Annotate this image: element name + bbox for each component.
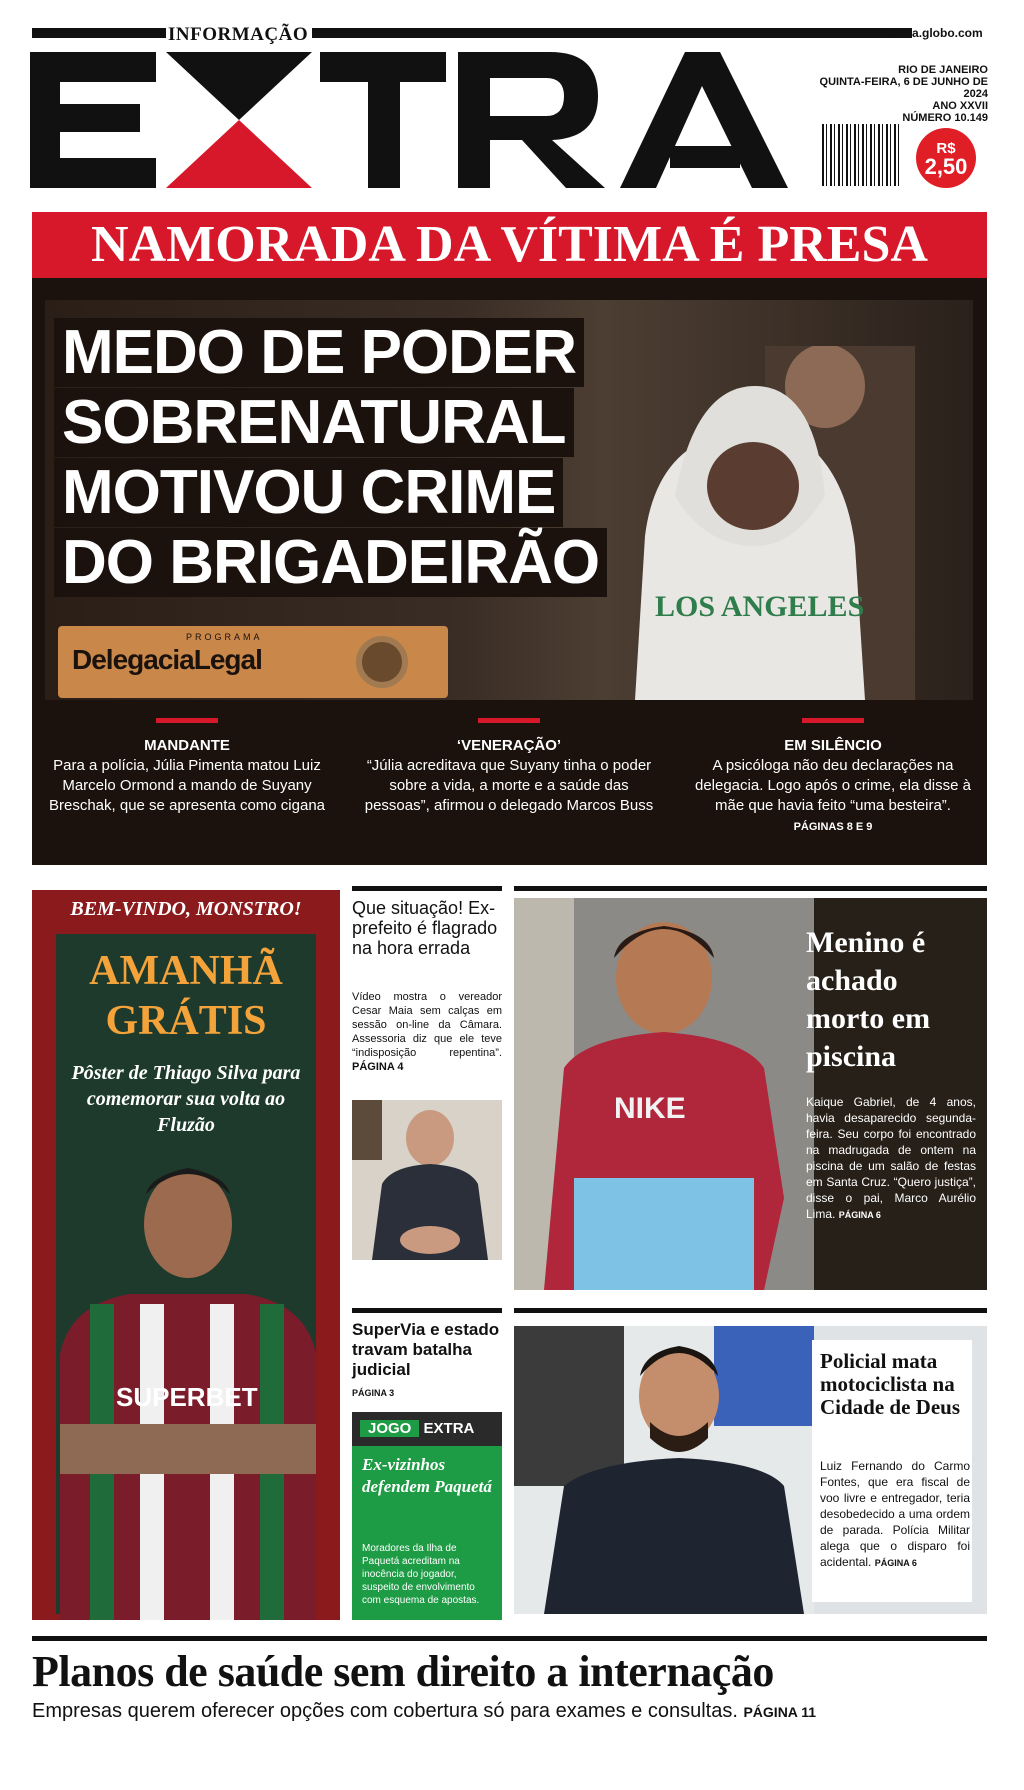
paqueta-headline: Ex-vizinhos defendem Paquetá (362, 1455, 492, 1496)
thiago-silva-image (50, 1154, 326, 1620)
svg-text:LOS ANGELES: LOS ANGELES (655, 590, 865, 623)
lead-headline[interactable]: MEDO DE PODER SOBRENATURAL MOTIVOU CRIME DO BRIGADEIRÃO (54, 318, 654, 598)
cesar-maia-text: Vídeo mostra o vereador Cesar Maia sem calças em sessão on-line da Câmara. Assessoria diz que ele teve “indisposição repentina”. PÁGINA 4 (352, 991, 502, 1073)
motociclista-image (514, 1326, 814, 1614)
jogo-extra-tag: JOGO EXTRA (352, 1412, 502, 1446)
svg-text:SUPERBET: SUPERBET (116, 1382, 258, 1412)
lead-column-mandante[interactable]: MANDANTE Para a polícia, Júlia Pimenta matou Luiz Marcelo Ormond a mando de Suyany Breschak, que se apresenta como cigana (42, 718, 332, 816)
promo-headline: AMANHÃ GRÁTIS (89, 948, 283, 1044)
paqueta-text: Moradores da Ilha de Paquetá acreditam na inocência do jogador, suspeito de envolvimento com esquema de apostas. (362, 1543, 480, 1606)
lead-column-silencio[interactable]: EM SILÊNCIO A psicóloga não deu declarações na delegacia. Logo após o crime, ela disse à mãe que havia feito “uma besteira”. PÁGINAS 8 E 9 (688, 718, 978, 837)
dateline: RIO DE JANEIRO QUINTA-FEIRA, 6 DE JUNHO DE 2024 ANO XXVII NÚMERO 10.149 (819, 64, 988, 124)
policial-text: Luiz Fernando do Carmo Fontes, que era fiscal de voo livre e entregador, teria desobedecido a uma ordem de parada. Polícia Militar alega que o disparo foi acidental. PÁGINA 6 (820, 1459, 970, 1569)
promo-kicker: BEM-VINDO, MONSTRO! (70, 898, 302, 920)
footer-rule (32, 1636, 987, 1641)
jogo-extra-box[interactable] (352, 1412, 502, 1620)
site-url[interactable]: extra.globo.com (890, 26, 983, 40)
boy-image (514, 898, 814, 1290)
svg-text:NIKE: NIKE (614, 1092, 686, 1125)
promo-text: Pôster de Thiago Silva para comemorar sua volta ao Fluzão (71, 1062, 301, 1136)
supervia-page: PÁGINA 3 (352, 1388, 395, 1398)
story-rule (514, 1308, 987, 1313)
price-badge: R$ 2,50 (916, 128, 976, 188)
supervia-headline[interactable]: SuperVia e estado travam batalha judicial (352, 1320, 500, 1379)
logo-text: EXTRA (30, 46, 34, 47)
story-rule (352, 1308, 502, 1313)
story-rule (352, 886, 502, 891)
menino-text: Kaique Gabriel, de 4 anos, havia desaparecido segunda-feira. Seu corpo foi encontrado na madrugada de ontem na piscina de um salão de festas em Santa Cruz. “Quero justiça”, disse o pai, Marco Aurélio Lima. PÁGINA 6 (806, 1095, 976, 1221)
lead-kicker[interactable]: NAMORADA DA VÍTIMA É PRESA (32, 212, 987, 278)
delegacia-sign: DelegaciaLegal PROGRAMA (58, 626, 448, 698)
cesar-maia-headline[interactable]: Que situação! Ex-prefeito é flagrado na hora errada (352, 898, 498, 958)
story-rule (514, 886, 987, 891)
barcode (822, 124, 902, 186)
hooded-woman-image (615, 346, 915, 700)
section-label: INFORMAÇÃO (168, 24, 309, 45)
lead-column-veneracao[interactable]: ‘VENERAÇÃO’ “Júlia acreditava que Suyany tinha o poder sobre a vida, a morte e a saúde das pessoas”, afirmou o delegado Marcos Buss (364, 718, 654, 816)
planos-headline[interactable]: Planos de saúde sem direito a internação (32, 1647, 774, 1696)
extra-logo (30, 46, 790, 194)
planos-text: Empresas querem oferecer opções com cobertura só para exames e consultas. PÁGINA 11 (32, 1700, 817, 1722)
menino-headline[interactable]: Menino é achado morto em piscina (806, 926, 931, 1073)
policial-headline[interactable]: Policial mata motociclista na Cidade de Deus (820, 1349, 961, 1419)
cesar-maia-image (352, 1100, 502, 1260)
